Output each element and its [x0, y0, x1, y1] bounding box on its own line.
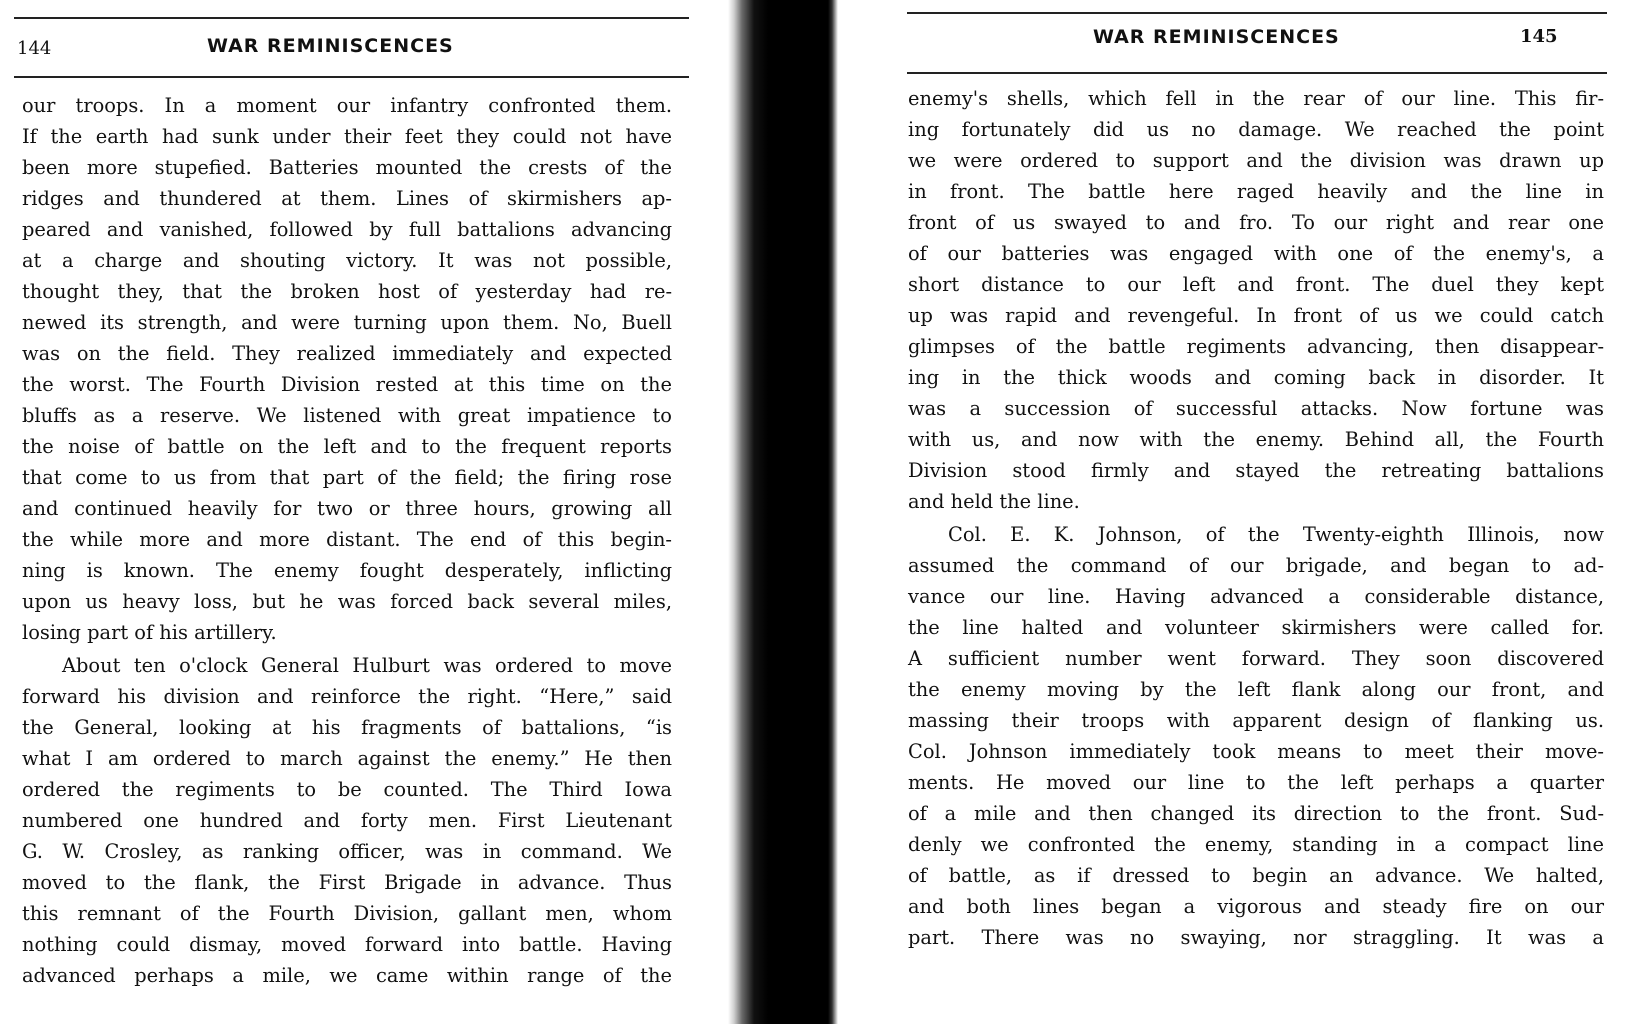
text-line: moved to the flank, the First Brigade in advance. Thus — [22, 871, 672, 894]
text-line: forward his division and reinforce the right. “Here,” said — [22, 685, 672, 708]
text-line: of a mile and then changed its direction to the front. Sud- — [908, 802, 1604, 825]
text-line: the while more and more distant. The end of this begin- — [22, 528, 672, 551]
text-line: bluffs as a reserve. We listened with great impatience to — [22, 404, 672, 427]
text-line: ing fortunately did us no damage. We reached the point — [908, 118, 1604, 141]
text-line: we were ordered to support and the division was drawn up — [908, 149, 1604, 172]
text-line: About ten o'clock General Hulburt was ordered to move — [62, 654, 672, 677]
text-line: advanced perhaps a mile, we came within range of the — [22, 964, 672, 987]
text-line: massing their troops with apparent design of flanking us. — [908, 709, 1604, 732]
text-line: the enemy moving by the left flank along our front, and — [908, 678, 1604, 701]
text-line: of our batteries was engaged with one of the enemy's, a — [908, 242, 1604, 265]
text-line: ments. He moved our line to the left perhaps a quarter — [908, 771, 1604, 794]
text-line: ing in the thick woods and coming back in disorder. It — [908, 366, 1604, 389]
text-line: nothing could dismay, moved forward into battle. Having — [22, 933, 672, 956]
running-head: WAR REMINISCENCES — [207, 35, 454, 57]
text-line: ridges and thundered at them. Lines of skirmishers ap- — [22, 187, 672, 210]
text-line: G. W. Crosley, as ranking officer, was in command. We — [22, 840, 672, 863]
text-line: and continued heavily for two or three hours, growing all — [22, 497, 672, 520]
text-line: front of us swayed to and fro. To our right and rear one — [908, 211, 1604, 234]
text-line: peared and vanished, followed by full battalions advancing — [22, 218, 672, 241]
text-line: of battle, as if dressed to begin an advance. We halted, — [908, 864, 1604, 887]
header-rule-bottom — [14, 76, 689, 78]
text-line: losing part of his artillery. — [22, 621, 277, 644]
text-line: enemy's shells, which fell in the rear of our line. This fir- — [908, 87, 1604, 110]
text-line: A sufficient number went forward. They soon discovered — [908, 647, 1604, 670]
text-line: upon us heavy loss, but he was forced back several miles, — [22, 590, 672, 613]
text-line: with us, and now with the enemy. Behind all, the Fourth — [908, 428, 1604, 451]
header-rule-top — [907, 12, 1607, 14]
text-line: assumed the command of our brigade, and began to ad- — [908, 554, 1604, 577]
right-page — [855, 0, 1630, 1024]
book-gutter-shadow — [728, 0, 838, 1024]
text-line: thought they, that the broken host of yesterday had re- — [22, 280, 672, 303]
body-text — [908, 83, 1604, 953]
text-line: Col. E. K. Johnson, of the Twenty-eighth Illinois, now — [948, 523, 1604, 546]
text-line: newed its strength, and were turning upon them. No, Buell — [22, 311, 672, 334]
text-line: the line halted and volunteer skirmishers were called for. — [908, 616, 1604, 639]
text-line: in front. The battle here raged heavily and the line in — [908, 180, 1604, 203]
page-number: 145 — [1520, 26, 1558, 47]
text-line: at a charge and shouting victory. It was not possible, — [22, 249, 672, 272]
text-line: up was rapid and revengeful. In front of us we could catch — [908, 304, 1604, 327]
header-rule-bottom — [907, 72, 1607, 74]
text-line: that come to us from that part of the field; the firing rose — [22, 466, 672, 489]
text-line: been more stupefied. Batteries mounted the crests of the — [22, 156, 672, 179]
header-rule-top — [14, 17, 689, 19]
text-line: Col. Johnson immediately took means to meet their move- — [908, 740, 1604, 763]
left-page — [0, 0, 745, 1024]
text-line: the General, looking at his fragments of battalions, “is — [22, 716, 672, 739]
text-line: was a succession of successful attacks. Now fortune was — [908, 397, 1604, 420]
text-line: the worst. The Fourth Division rested at this time on the — [22, 373, 672, 396]
text-line: ning is known. The enemy fought desperately, inflicting — [22, 559, 672, 582]
text-line: this remnant of the Fourth Division, gallant men, whom — [22, 902, 672, 925]
text-line: and both lines began a vigorous and steady fire on our — [908, 895, 1604, 918]
text-line: Division stood firmly and stayed the retreating battalions — [908, 459, 1604, 482]
text-line: our troops. In a moment our infantry confronted them. — [22, 94, 672, 117]
text-line: vance our line. Having advanced a considerable distance, — [908, 585, 1604, 608]
running-head: WAR REMINISCENCES — [1093, 26, 1340, 48]
text-line: ordered the regiments to be counted. The Third Iowa — [22, 778, 672, 801]
text-line: numbered one hundred and forty men. First Lieutenant — [22, 809, 672, 832]
text-line: part. There was no swaying, nor straggling. It was a — [908, 926, 1604, 949]
text-line: was on the field. They realized immediately and expected — [22, 342, 672, 365]
text-line: glimpses of the battle regiments advancing, then disappear- — [908, 335, 1604, 358]
body-text — [22, 90, 672, 991]
page-number: 144 — [17, 38, 52, 59]
text-line: the noise of battle on the left and to the frequent reports — [22, 435, 672, 458]
text-line: If the earth had sunk under their feet they could not have — [22, 125, 672, 148]
text-line: denly we confronted the enemy, standing in a compact line — [908, 833, 1604, 856]
text-line: and held the line. — [908, 490, 1080, 513]
text-line: what I am ordered to march against the enemy.” He then — [22, 747, 672, 770]
text-line: short distance to our left and front. The duel they kept — [908, 273, 1604, 296]
